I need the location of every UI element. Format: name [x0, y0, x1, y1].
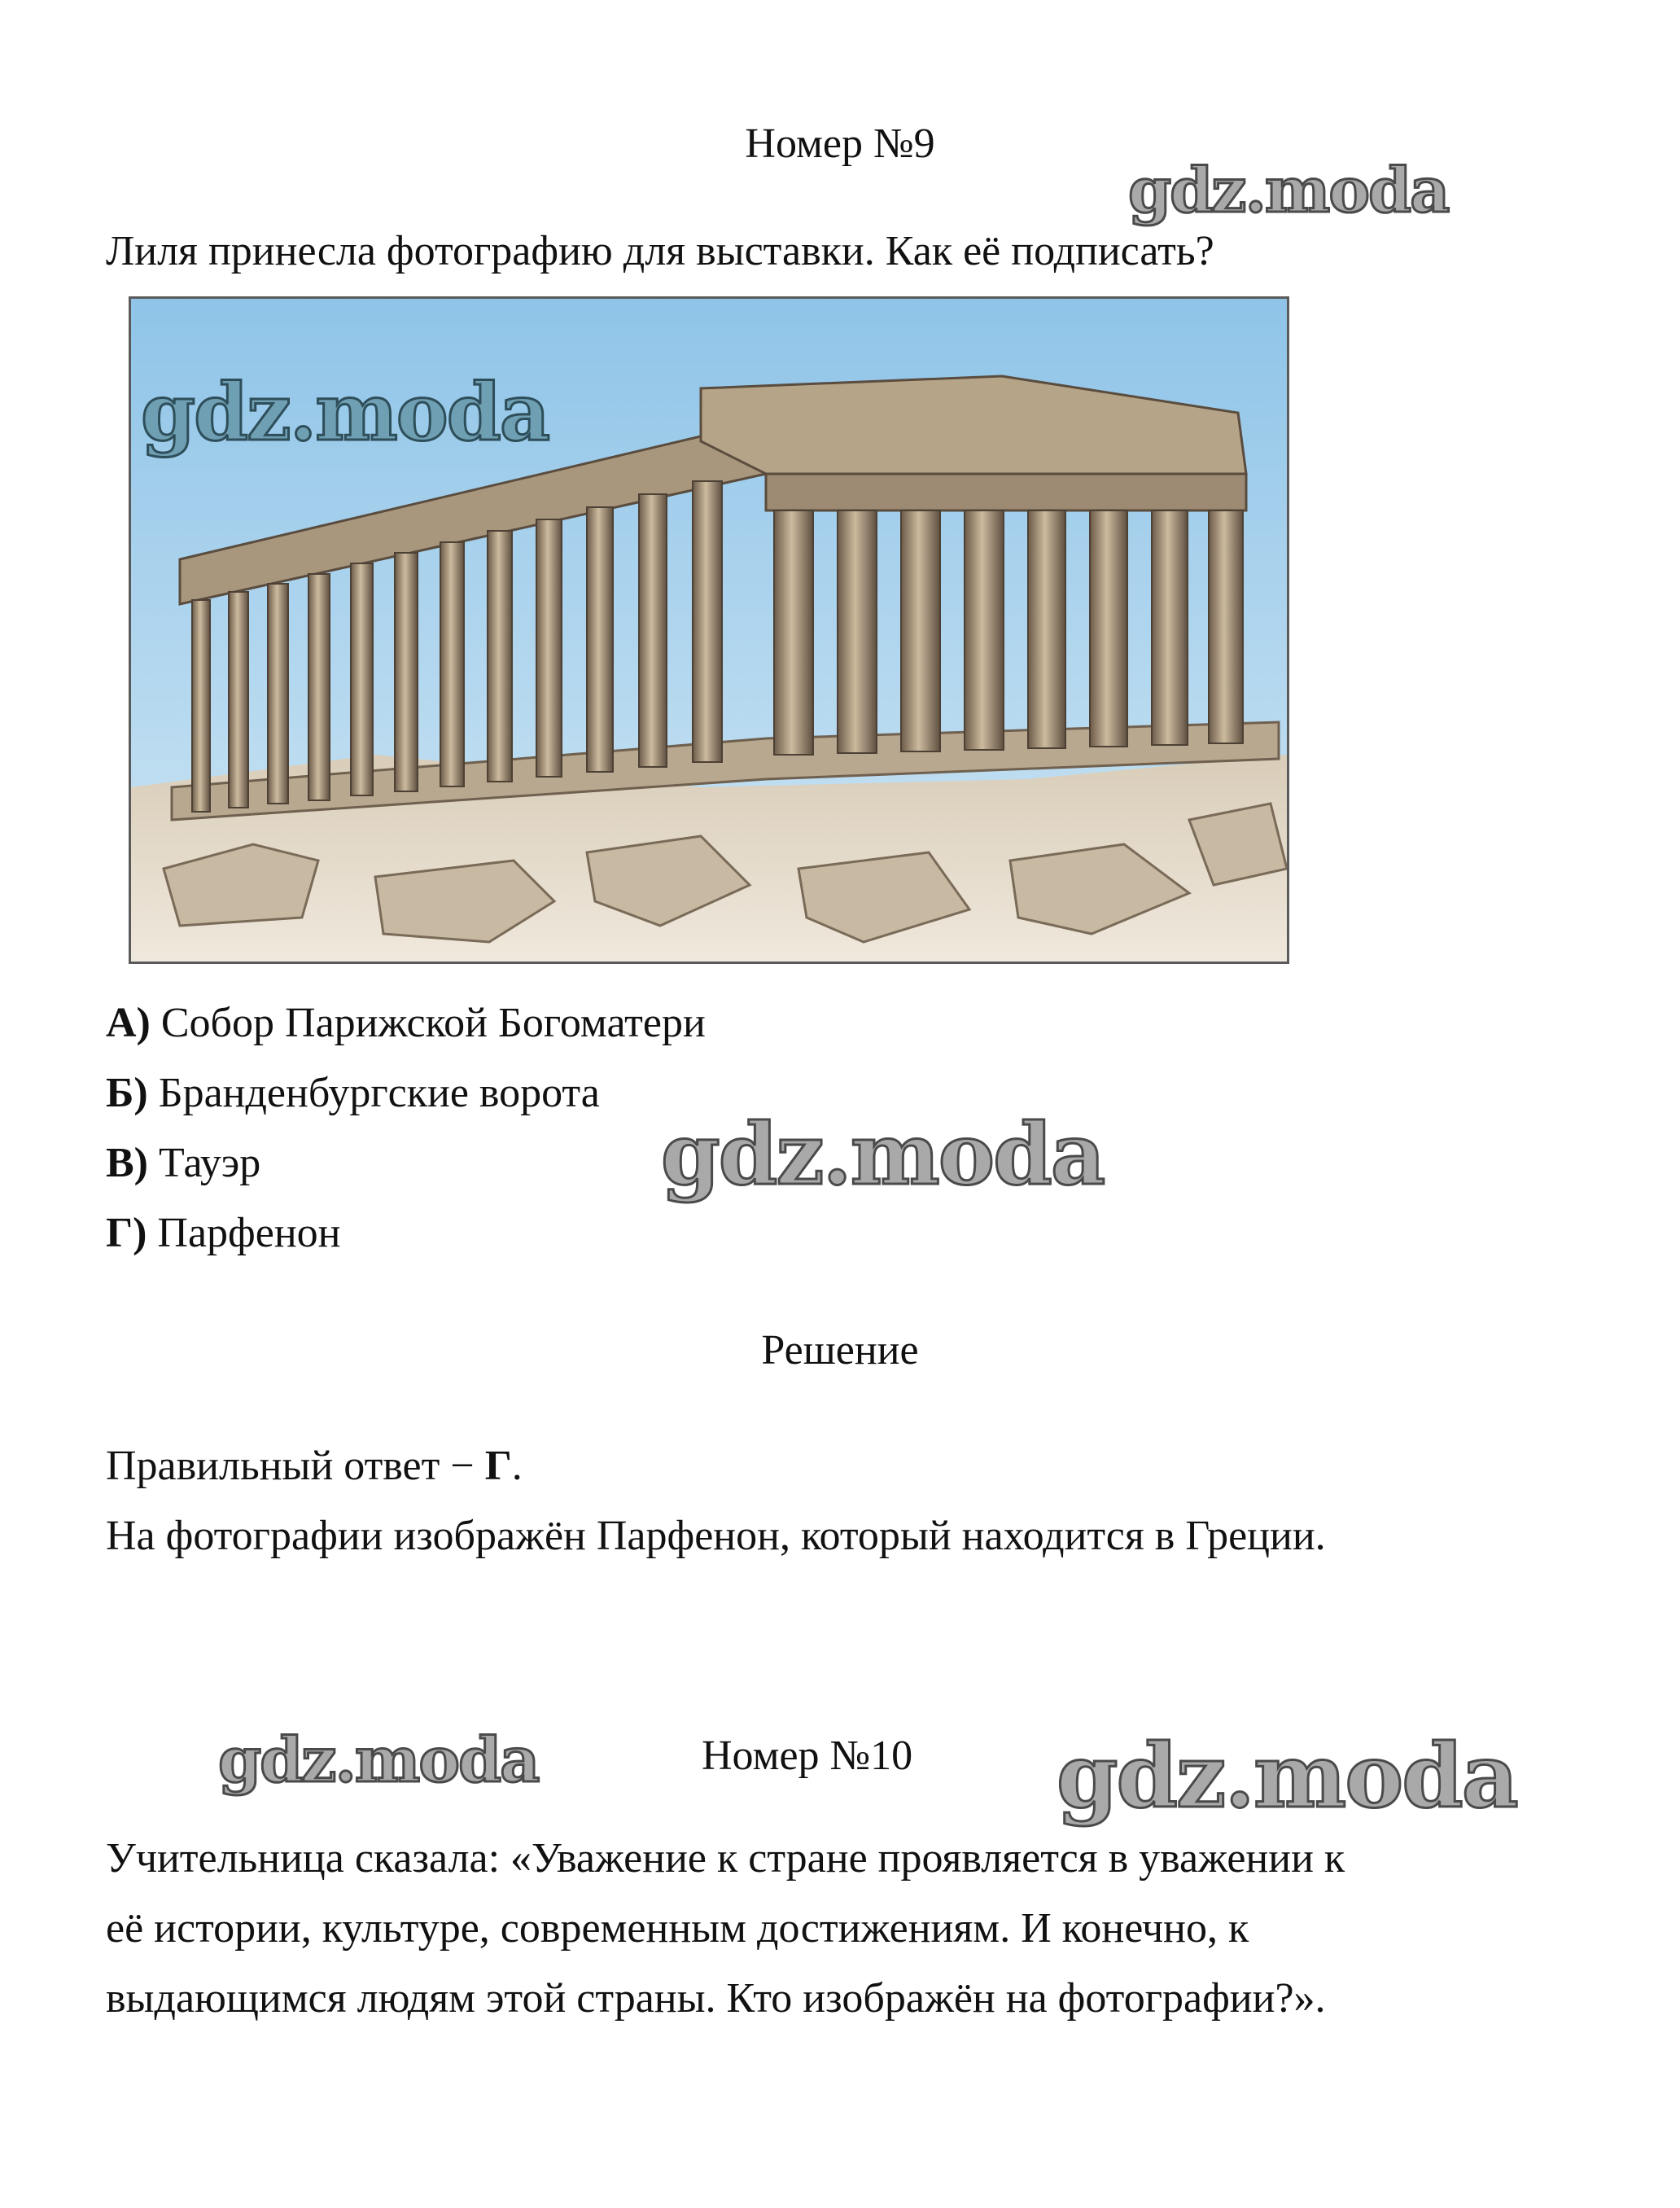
task10-heading: Номер №10 [702, 1733, 913, 1779]
task9-heading: Номер №9 [745, 120, 935, 167]
option-text: Бранденбургские ворота [158, 1070, 600, 1116]
watermark: gdz.moda [661, 1104, 1105, 1204]
answer-explanation: На фотографии изображён Парфенон, который находится в Греции. [106, 1513, 1326, 1559]
parthenon-photo [129, 296, 1289, 964]
answer-line [106, 1441, 523, 1492]
solution-heading: Решение [761, 1327, 919, 1373]
task10-question-line: выдающимся людям этой страны. Кто изображён на фотографии?». [106, 1975, 1326, 2022]
watermark: gdz.moda [1057, 1725, 1517, 1828]
option-letter: Б) [106, 1070, 148, 1116]
watermark: gdz.moda [1128, 154, 1449, 226]
answer-letter: Г [484, 1443, 512, 1489]
task10-question-line: её истории, культуре, современным достижениям. И конечно, к [106, 1905, 1249, 1952]
option-text: Собор Парижской Богоматери [160, 1000, 706, 1046]
option-letter: В) [106, 1140, 148, 1186]
answer-prefix: Правильный ответ − [106, 1443, 485, 1489]
option-a [106, 998, 706, 1049]
option-letter: А) [106, 1000, 151, 1046]
option-text: Парфенон [157, 1210, 341, 1256]
task9-question: Лиля принесла фотографию для выставки. Как её подписать? [106, 228, 1214, 274]
answer-suffix: . [511, 1443, 523, 1489]
option-c [106, 1138, 260, 1189]
option-b [106, 1068, 600, 1119]
watermark: gdz.moda [218, 1724, 539, 1796]
task10-question-line: Учительница сказала: «Уважение к стране проявляется в уважении к [106, 1835, 1345, 1882]
watermark: gdz.moda [141, 366, 549, 458]
option-text: Тауэр [159, 1140, 261, 1186]
option-d [106, 1208, 340, 1259]
option-letter: Г) [106, 1210, 147, 1256]
